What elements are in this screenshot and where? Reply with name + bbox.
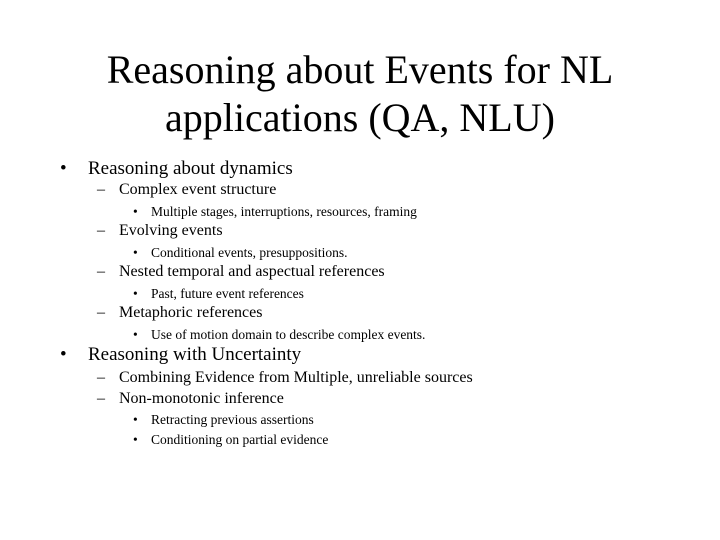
sub-sub-bullet-text: Multiple stages, interruptions, resources, framing <box>151 204 417 219</box>
bullet-dot-icon: • <box>133 245 138 260</box>
dash-bullet-icon: – <box>97 390 105 407</box>
title-line-1: Reasoning about Events for NL <box>106 47 614 92</box>
bullet-dot-icon: • <box>133 204 138 219</box>
sub-bullet-text: Metaphoric references <box>119 304 263 321</box>
sub-bullet-item <box>97 369 473 387</box>
sub-sub-bullet-text: Use of motion domain to describe complex events. <box>151 327 426 342</box>
sub-bullet-item <box>97 390 284 408</box>
bullet-text: Reasoning about dynamics <box>88 158 293 179</box>
dash-bullet-icon: – <box>97 181 105 198</box>
dash-bullet-icon: – <box>97 369 105 386</box>
sub-sub-bullet-item <box>133 245 348 261</box>
sub-bullet-item <box>97 181 276 199</box>
sub-bullet-text: Nested temporal and aspectual references <box>119 263 385 280</box>
dash-bullet-icon: – <box>97 222 105 239</box>
title-line-2: applications (QA, NLU) <box>165 95 555 140</box>
bullet-dot-icon: • <box>60 158 67 179</box>
bullet-dot-icon: • <box>133 286 138 301</box>
sub-sub-bullet-text: Past, future event references <box>151 286 304 301</box>
sub-sub-bullet-item <box>133 412 314 428</box>
sub-bullet-text: Evolving events <box>119 222 223 239</box>
bullet-dot-icon: • <box>133 412 138 427</box>
dash-bullet-icon: – <box>97 304 105 321</box>
bullet-item <box>60 158 293 180</box>
sub-sub-bullet-item <box>133 286 304 302</box>
bullet-dot-icon: • <box>133 432 138 447</box>
bullet-item <box>60 344 301 366</box>
sub-sub-bullet-text: Conditional events, presuppositions. <box>151 245 348 260</box>
bullet-dot-icon: • <box>133 327 138 342</box>
sub-bullet-text: Combining Evidence from Multiple, unreliable sources <box>119 369 473 386</box>
sub-bullet-item <box>97 222 223 240</box>
sub-sub-bullet-item <box>133 204 417 220</box>
sub-bullet-text: Complex event structure <box>119 181 277 198</box>
sub-sub-bullet-text: Retracting previous assertions <box>151 412 314 427</box>
slide-title <box>60 46 660 142</box>
sub-bullet-text: Non-monotonic inference <box>119 390 284 407</box>
sub-sub-bullet-item <box>133 432 328 448</box>
sub-bullet-item <box>97 304 262 322</box>
sub-bullet-item <box>97 263 385 281</box>
bullet-text: Reasoning with Uncertainty <box>88 344 302 365</box>
sub-sub-bullet-item <box>133 327 425 343</box>
bullet-dot-icon: • <box>60 344 67 365</box>
dash-bullet-icon: – <box>97 263 105 280</box>
sub-sub-bullet-text: Conditioning on partial evidence <box>151 432 329 447</box>
